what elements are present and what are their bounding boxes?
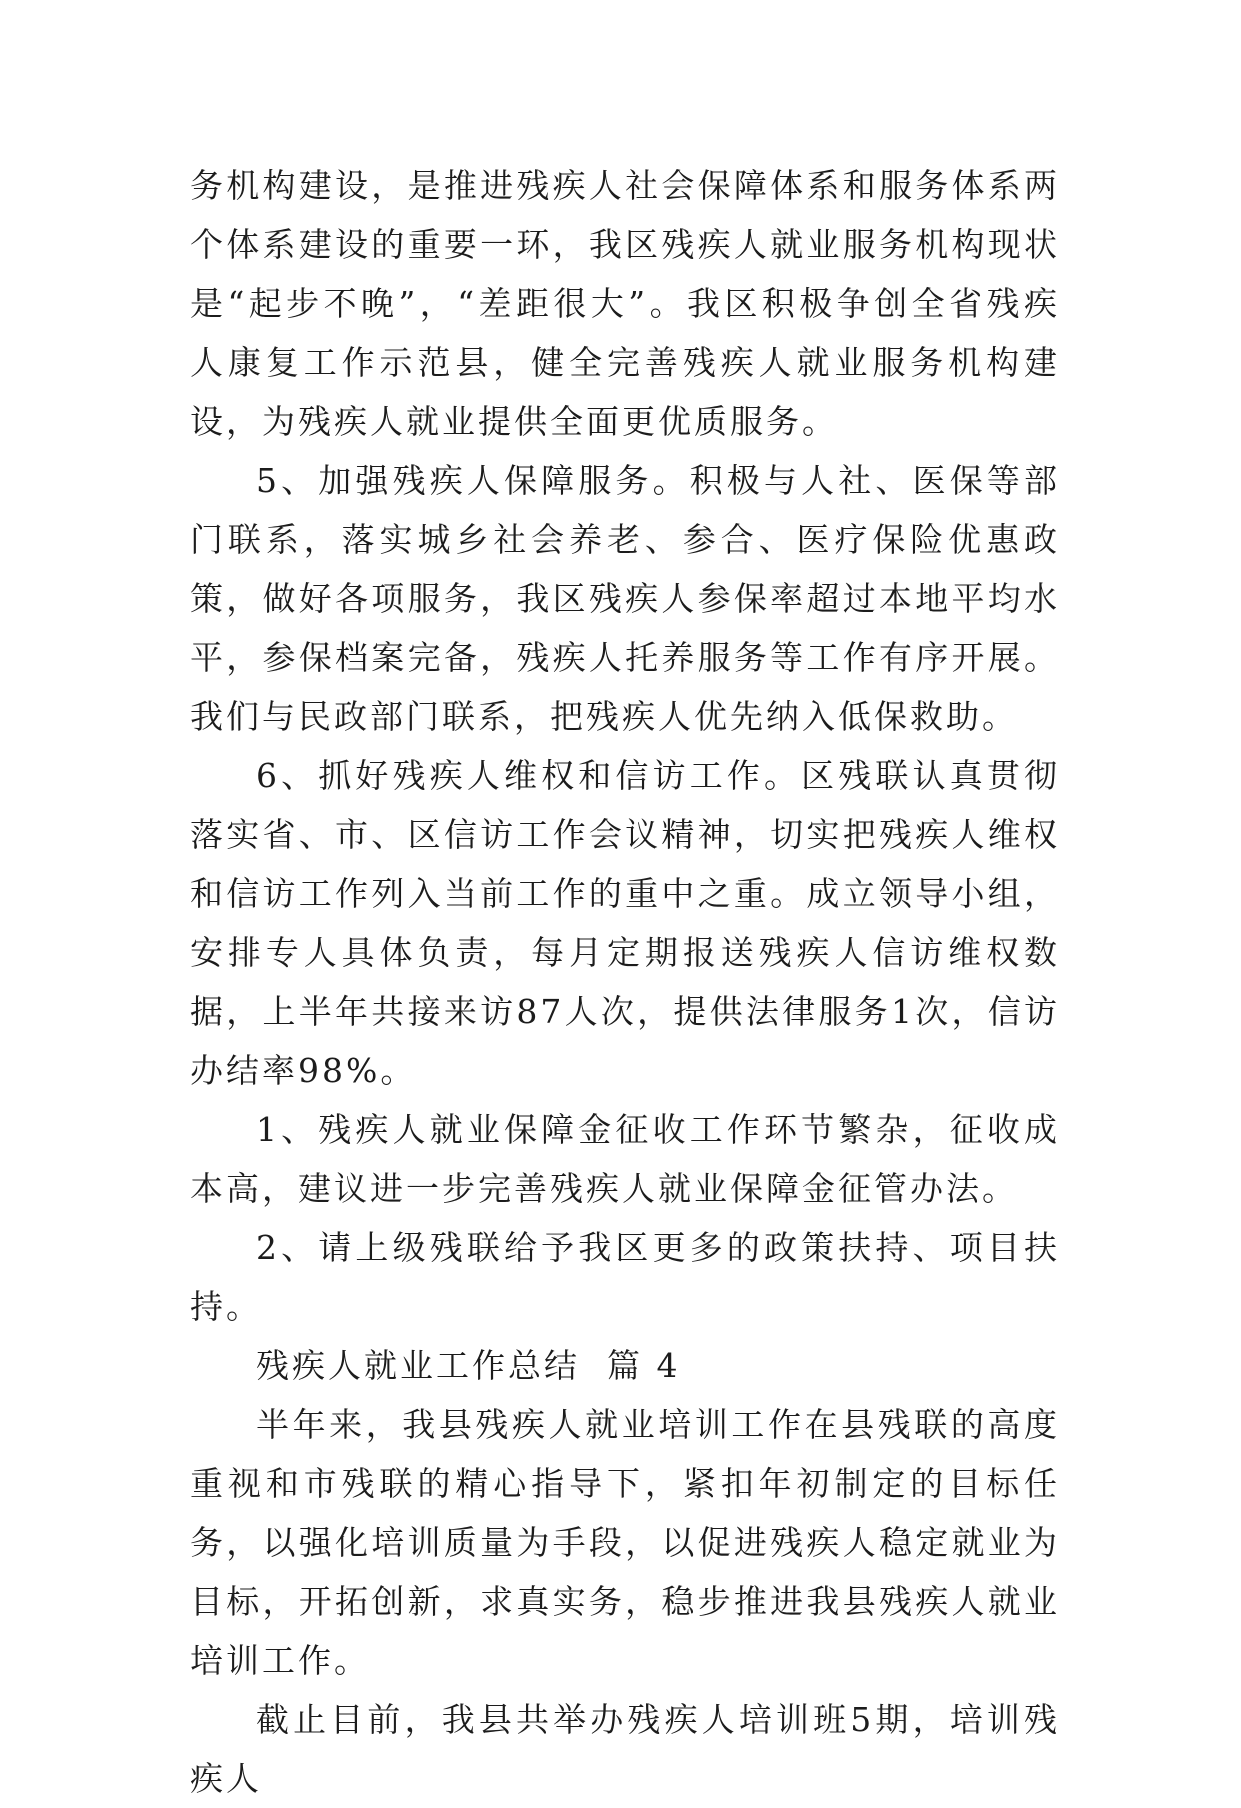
paragraph-training-count: 截止目前，我县共举办残疾人培训班5期，培训残疾人 (190, 1700, 1060, 1798)
paragraph-suggestion-2: 2、请上级残联给予我区更多的政策扶持、项目扶持。 (190, 1228, 1060, 1326)
document-page (190, 156, 1060, 1808)
paragraph-service-agency: 务机构建设，是推进残疾人社会保障体系和服务体系两个体系建设的重要一环，我区残疾人就业服务机构现状是“起步不晚”，“差距很大”。我区积极争创全省残疾人康复工作示范县，健全完善残疾人就业服务机构建设，为残疾人就业提供全面更优质服务。 (190, 166, 1060, 441)
paragraph-half-year-summary: 半年来，我县残疾人就业培训工作在县残联的高度重视和市残联的精心指导下，紧扣年初制定的目标任务，以强化培训质量为手段，以促进残疾人稳定就业为目标，开拓创新，求真实务，稳步推进我县残疾人就业培训工作。 (190, 1405, 1060, 1680)
paragraph-rights-petition: 6、抓好残疾人维权和信访工作。区残联认真贯彻落实省、市、区信访工作会议精神，切实把残疾人维权和信访工作列入当前工作的重中之重。成立领导小组，安排专人具体负责，每月定期报送残疾人信访维权数据，上半年共接来访87人次，提供法律服务1次，信访办结率98%。 (190, 756, 1060, 1090)
paragraph-security-services: 5、加强残疾人保障服务。积极与人社、医保等部门联系，落实城乡社会养老、参合、医疗保险优惠政策，做好各项服务，我区残疾人参保率超过本地平均水平，参保档案完备，残疾人托养服务等工作有序开展。我们与民政部门联系，把残疾人优先纳入低保救助。 (190, 461, 1060, 736)
section-heading: 残疾人就业工作总结 篇 4 (256, 1346, 681, 1385)
paragraph-suggestion-1: 1、残疾人就业保障金征收工作环节繁杂，征收成本高，建议进一步完善残疾人就业保障金征管办法。 (190, 1110, 1060, 1208)
